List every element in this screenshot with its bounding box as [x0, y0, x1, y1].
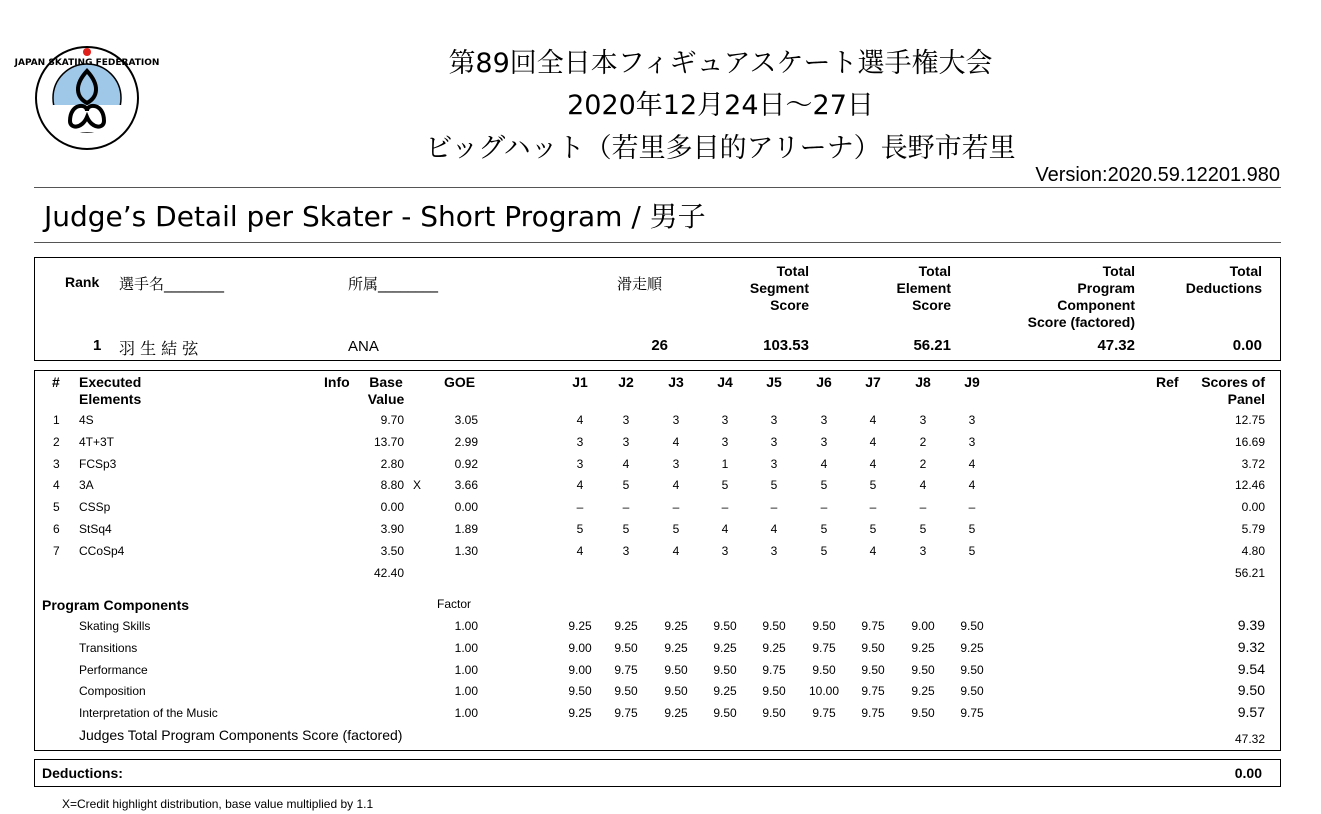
- element-num: 4: [53, 478, 60, 493]
- footnote: X=Credit highlight distribution, base value multiplied by 1.1: [62, 797, 374, 811]
- element-judge-3: 4: [672, 434, 680, 449]
- component-judge-6: 9.50: [812, 662, 836, 677]
- component-judge-8: 9.50: [911, 662, 935, 677]
- element-header: Executed Elements: [79, 374, 142, 407]
- element-info: X: [413, 478, 422, 493]
- svg-text:JAPAN SKATING FEDERATION: JAPAN SKATING FEDERATION: [14, 58, 160, 68]
- element-judge-8: 4: [919, 478, 927, 493]
- element-judge-4: 4: [721, 522, 729, 536]
- element-judge-4: 3: [721, 434, 729, 449]
- component-judge-1: 9.50: [568, 684, 592, 699]
- component-name: Performance: [79, 662, 148, 677]
- component-judge-8: 9.25: [911, 684, 935, 699]
- panel-header: Scores of Panel: [1201, 374, 1265, 407]
- element-name: CCoSp4: [79, 543, 125, 558]
- component-judge-4: 9.50: [713, 619, 737, 633]
- element-judge-2: 3: [622, 434, 630, 449]
- component-factor: 1.00: [454, 662, 478, 677]
- component-judge-8: 9.25: [911, 640, 935, 655]
- deductions-label: Deductions:: [42, 765, 123, 781]
- skater-deductions: 0.00: [1232, 337, 1262, 354]
- component-judge-1: 9.25: [568, 619, 592, 633]
- element-judge-8: 2: [919, 434, 927, 449]
- component-name: Composition: [79, 684, 146, 699]
- element-judge-8: 2: [919, 456, 927, 471]
- element-base-value: 8.80: [380, 478, 404, 493]
- ref-header: Ref: [1156, 374, 1179, 390]
- element-judge-6: 4: [820, 456, 828, 471]
- element-base-value: 9.70: [380, 413, 404, 427]
- deductions-value: 0.00: [1234, 765, 1262, 781]
- component-judge-1: 9.00: [568, 662, 592, 677]
- element-judge-3: 4: [672, 478, 680, 493]
- component-judge-6: 9.50: [812, 619, 836, 633]
- element-panel-score: 0.00: [1241, 500, 1265, 515]
- element-panel-score: 3.72: [1241, 456, 1265, 471]
- element-goe: 0.92: [454, 456, 478, 471]
- element-judge-2: 5: [622, 478, 630, 493]
- element-judge-6: 3: [820, 434, 828, 449]
- component-judge-4: 9.25: [713, 640, 737, 655]
- element-judge-9: –: [968, 500, 976, 515]
- element-judge-5: 3: [770, 543, 778, 558]
- element-judge-2: 3: [622, 413, 630, 427]
- skater-order: 26: [651, 337, 668, 354]
- element-judge-9: 3: [968, 413, 976, 427]
- component-judge-7: 9.50: [861, 640, 885, 655]
- version-label: Version:2020.59.12201.980: [1035, 164, 1280, 186]
- component-judge-3: 9.25: [664, 640, 688, 655]
- judge-header-7: J7: [865, 374, 881, 390]
- element-judge-5: 5: [770, 478, 778, 493]
- order-header: 滑走順: [617, 275, 663, 293]
- element-name: 3A: [79, 478, 94, 493]
- component-judge-2: 9.25: [614, 619, 638, 633]
- skater-summary-box: [34, 257, 1281, 361]
- components-total: 47.32: [1234, 732, 1265, 746]
- judge-header-9: J9: [964, 374, 980, 390]
- page-title: Judge’s Detail per Skater - Short Program / 男子: [44, 200, 706, 233]
- component-panel-score: 9.32: [1237, 638, 1265, 655]
- element-judge-1: –: [576, 500, 584, 515]
- element-panel-score: 12.46: [1234, 478, 1265, 493]
- component-factor: 1.00: [454, 706, 478, 721]
- element-name: 4T+3T: [79, 434, 115, 449]
- element-judge-9: 3: [968, 434, 976, 449]
- element-judge-1: 3: [576, 456, 584, 471]
- element-judge-6: 3: [820, 413, 828, 427]
- element-judge-3: 3: [672, 413, 680, 427]
- judge-header-6: J6: [816, 374, 832, 390]
- element-judge-9: 4: [968, 478, 976, 493]
- element-base-value: 3.50: [380, 543, 404, 558]
- element-judge-8: 5: [919, 522, 927, 536]
- component-factor: 1.00: [454, 684, 478, 699]
- component-judge-6: 9.75: [812, 706, 836, 721]
- base-value-total: 42.40: [373, 566, 404, 580]
- element-base-value: 13.70: [373, 434, 404, 449]
- num-header: #: [52, 374, 60, 390]
- element-num: 3: [53, 456, 60, 471]
- element-judge-7: –: [869, 500, 877, 515]
- element-judge-7: 4: [869, 434, 877, 449]
- goe-header: GOE: [444, 374, 476, 390]
- component-judge-2: 9.75: [614, 662, 638, 677]
- element-panel-score: 5.79: [1241, 522, 1265, 536]
- element-judge-4: 3: [721, 543, 729, 558]
- component-judge-9: 9.50: [960, 662, 984, 677]
- element-judge-8: 3: [919, 413, 927, 427]
- element-judge-7: 5: [869, 478, 877, 493]
- component-judge-2: 9.75: [614, 706, 638, 721]
- skater-rank: 1: [93, 337, 102, 354]
- element-judge-1: 4: [576, 543, 584, 558]
- element-judge-2: 5: [622, 522, 630, 536]
- skater-name: 羽 生 結 弦: [119, 339, 199, 358]
- component-judge-1: 9.00: [568, 640, 592, 655]
- element-judge-3: –: [672, 500, 680, 515]
- element-judge-8: 3: [919, 543, 927, 558]
- tes-header: Total Element Score: [896, 263, 951, 313]
- element-judge-3: 3: [672, 456, 680, 471]
- element-judge-5: 3: [770, 413, 778, 427]
- element-goe: 3.66: [454, 478, 478, 493]
- component-panel-score: 9.39: [1237, 617, 1265, 633]
- skater-pcs: 47.32: [1097, 337, 1135, 354]
- element-judge-8: –: [919, 500, 927, 515]
- element-panel-score: 4.80: [1241, 543, 1265, 558]
- element-judge-2: 3: [622, 543, 630, 558]
- club-header: 所属________: [348, 275, 439, 293]
- element-goe: 1.89: [454, 522, 478, 536]
- component-panel-score: 9.50: [1237, 682, 1265, 699]
- element-base-value: 3.90: [380, 522, 404, 536]
- component-judge-5: 9.50: [762, 706, 786, 721]
- element-score-total: 56.21: [1234, 566, 1265, 580]
- element-judge-4: –: [721, 500, 729, 515]
- element-panel-score: 16.69: [1234, 434, 1265, 449]
- judge-header-3: J3: [668, 374, 684, 390]
- component-judge-5: 9.50: [762, 684, 786, 699]
- element-judge-2: –: [622, 500, 630, 515]
- component-judge-7: 9.75: [861, 619, 885, 633]
- base-header: Base Value: [367, 374, 405, 407]
- component-name: Skating Skills: [79, 619, 151, 633]
- tss-header: Total Segment Score: [749, 263, 809, 313]
- element-judge-4: 3: [721, 413, 729, 427]
- component-panel-score: 9.54: [1237, 660, 1265, 677]
- judge-header-8: J8: [915, 374, 931, 390]
- judge-header-1: J1: [572, 374, 588, 390]
- element-judge-9: 4: [968, 456, 976, 471]
- element-name: StSq4: [79, 522, 112, 536]
- component-judge-3: 9.25: [664, 619, 688, 633]
- event-venue: ビッグハット（若里多目的アリーナ）長野市若里: [425, 133, 1016, 164]
- element-judge-9: 5: [968, 543, 976, 558]
- element-num: 6: [53, 522, 60, 536]
- element-judge-5: 4: [770, 522, 778, 536]
- element-num: 5: [53, 500, 60, 515]
- element-name: CSSp: [79, 500, 111, 515]
- skater-club: ANA: [348, 338, 379, 355]
- component-judge-8: 9.50: [911, 706, 935, 721]
- component-judge-8: 9.00: [911, 619, 935, 633]
- component-judge-9: 9.25: [960, 640, 984, 655]
- element-judge-1: 3: [576, 434, 584, 449]
- component-judge-5: 9.75: [762, 662, 786, 677]
- component-judge-3: 9.25: [664, 706, 688, 721]
- skater-tes: 56.21: [913, 337, 951, 354]
- pcs-header: Total Program Component Score (factored): [1027, 263, 1135, 330]
- component-judge-4: 9.50: [713, 706, 737, 721]
- element-judge-3: 5: [672, 522, 680, 536]
- element-name: 4S: [79, 413, 94, 427]
- judge-header-4: J4: [717, 374, 733, 390]
- component-judge-9: 9.50: [960, 619, 984, 633]
- element-goe: 2.99: [454, 434, 478, 449]
- components-title: Program Components: [42, 597, 190, 613]
- element-panel-score: 12.75: [1234, 413, 1265, 427]
- element-judge-7: 4: [869, 456, 877, 471]
- component-judge-2: 9.50: [614, 640, 638, 655]
- divider-title: [34, 242, 1281, 243]
- element-judge-7: 4: [869, 413, 877, 427]
- element-num: 7: [53, 543, 60, 558]
- component-judge-7: 9.75: [861, 684, 885, 699]
- event-name: 第89回全日本フィギュアスケート選手権大会: [448, 48, 993, 79]
- element-judge-7: 5: [869, 522, 877, 536]
- ded-header: Total Deductions: [1185, 263, 1262, 296]
- element-judge-3: 4: [672, 543, 680, 558]
- component-judge-3: 9.50: [664, 684, 688, 699]
- component-judge-4: 9.25: [713, 684, 737, 699]
- element-base-value: 0.00: [380, 500, 404, 515]
- element-judge-2: 4: [622, 456, 630, 471]
- component-judge-6: 9.75: [812, 640, 836, 655]
- judge-header-5: J5: [766, 374, 782, 390]
- judges-detail-box: [34, 370, 1281, 751]
- divider-top: [34, 187, 1281, 188]
- component-judge-2: 9.50: [614, 684, 638, 699]
- event-dates: 2020年12月24日～27日: [567, 90, 874, 121]
- element-judge-5: 3: [770, 434, 778, 449]
- factor-header: Factor: [437, 597, 472, 611]
- deductions-box: [34, 759, 1281, 787]
- component-name: Transitions: [79, 640, 138, 655]
- element-goe: 3.05: [454, 413, 478, 427]
- name-header: 選手名________: [119, 275, 225, 293]
- element-judge-4: 1: [721, 456, 729, 471]
- element-judge-5: 3: [770, 456, 778, 471]
- element-judge-6: 5: [820, 522, 828, 536]
- component-judge-5: 9.25: [762, 640, 786, 655]
- skater-tss: 103.53: [763, 337, 809, 354]
- element-name: FCSp3: [79, 456, 117, 471]
- element-judge-1: 4: [576, 413, 584, 427]
- component-judge-7: 9.75: [861, 706, 885, 721]
- component-factor: 1.00: [454, 640, 478, 655]
- info-header: Info: [324, 374, 350, 390]
- element-num: 2: [53, 434, 60, 449]
- element-judge-1: 4: [576, 478, 584, 493]
- component-factor: 1.00: [454, 619, 478, 633]
- element-judge-7: 4: [869, 543, 877, 558]
- component-judge-1: 9.25: [568, 706, 592, 721]
- element-goe: 1.30: [454, 543, 478, 558]
- element-judge-9: 5: [968, 522, 976, 536]
- judge-header-2: J2: [618, 374, 634, 390]
- component-panel-score: 9.57: [1237, 704, 1265, 721]
- component-judge-3: 9.50: [664, 662, 688, 677]
- element-num: 1: [53, 413, 60, 427]
- component-judge-6: 10.00: [808, 684, 840, 699]
- component-judge-9: 9.50: [960, 684, 984, 699]
- element-judge-6: –: [820, 500, 828, 515]
- component-judge-7: 9.50: [861, 662, 885, 677]
- element-goe: 0.00: [454, 500, 478, 515]
- component-judge-5: 9.50: [762, 619, 786, 633]
- components-total-label: Judges Total Program Components Score (factored): [79, 727, 403, 743]
- element-judge-6: 5: [820, 543, 828, 558]
- element-judge-4: 5: [721, 478, 729, 493]
- element-base-value: 2.80: [380, 456, 404, 471]
- element-judge-1: 5: [576, 522, 584, 536]
- rank-header: Rank: [65, 274, 100, 290]
- element-judge-5: –: [770, 500, 778, 515]
- element-judge-6: 5: [820, 478, 828, 493]
- component-name: Interpretation of the Music: [79, 706, 218, 721]
- component-judge-4: 9.50: [713, 662, 737, 677]
- component-judge-9: 9.75: [960, 706, 984, 721]
